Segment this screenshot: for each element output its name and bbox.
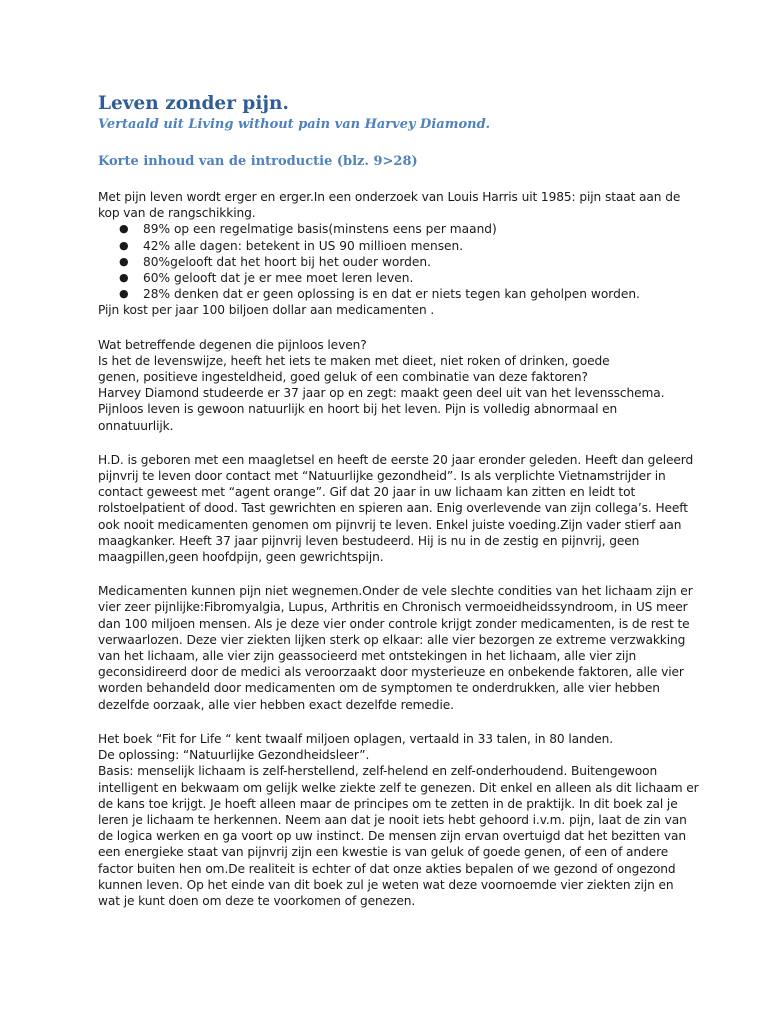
- text-line: dan 100 miljoen mensen. Als je deze vier onder controle krijgt zonder medicamenten, is de rest te: [98, 616, 690, 631]
- text-line: Het boek “Fit for Life “ kent twaalf miljoen oplagen, vertaald in 33 talen, in 80 landen.: [98, 731, 614, 746]
- bullet-icon: ●: [119, 254, 129, 268]
- text-line: Is het de levenswijze, heeft het iets te maken met dieet, niet roken of drinken, goede: [98, 353, 610, 368]
- text-line: Pijnloos leven is gewoon natuurlijk en hoort bij het leven. Pijn is volledig abnormaal en: [98, 402, 618, 417]
- section-heading: Korte inhoud van de introductie (blz. 9>28): [98, 154, 418, 169]
- text-line: Wat betreffende degenen die pijnloos leven?: [98, 337, 367, 352]
- list-item: ● 60% gelooft dat je er mee moet leren leven.: [119, 271, 414, 286]
- text-line: dezelfde oorzaak, alle vier hebben exact dezelfde remedie.: [98, 697, 454, 712]
- statistics-list: [98, 221, 676, 302]
- list-item: ● 80%gelooft dat het hoort bij het ouder worden.: [119, 254, 431, 269]
- text-line: de logica werken en ga voort op uw instinct. De mensen zijn ervan overtuigd dat het bezitten van: [98, 829, 686, 844]
- text-line: vier zeer pijnlijke:Fibromyalgia, Lupus, Arthritis en Chronisch vermoeidheidssyndroom, in US meer: [98, 600, 688, 615]
- paragraph-painless-living: [98, 337, 676, 434]
- text-line: leren je lichaam te herkennen. Neem aan dat je nooit iets hebt gehoord i.v.m. pijn, laat de zin van: [98, 812, 687, 827]
- text-line: worden behandeld door medicamenten om de symptomen te onderdrukken, alle vier hebben: [98, 681, 660, 696]
- text-line: kop van de rangschikking.: [98, 206, 256, 221]
- text-line: geconsidireerd door de medici als veroorzaakt door mysterieuze en onbekende faktoren, alle vier: [98, 665, 684, 680]
- document-subtitle: Vertaald uit Living without pain van Harvey Diamond.: [98, 117, 491, 132]
- text-line: verwaarlozen. Deze vier ziekten lijken sterk op elkaar: alle vier bezorgen ze extreme verzwakking: [98, 632, 686, 647]
- text-line: maagpillen,geen hoofdpijn, geen gewrichtspijn.: [98, 550, 384, 565]
- text-line: Basis: menselijk lichaam is zelf-herstellend, zelf-helend en zelf-onderhoudend. Buitengewoon: [98, 764, 658, 779]
- text-line: H.D. is geboren met een maagletsel en heeft de eerste 20 jaar eronder geleden. Heeft dan geleerd: [98, 452, 694, 467]
- list-item: ● 28% denken dat er geen oplossing is en dat er niets tegen kan geholpen worden.: [119, 287, 640, 302]
- text-line: Medicamenten kunnen pijn niet wegnemen.Onder de vele slechte condities van het lichaam zijn er: [98, 584, 693, 599]
- text-line: ook nooit medicamenten genomen om pijnvrij te leven. Enkel juiste voeding.Zijn vader stierf aan: [98, 517, 682, 532]
- text-line: genen, positieve ingesteldheid, goed geluk of een combinatie van deze faktoren?: [98, 370, 588, 385]
- list-item: ● 89% op een regelmatige basis(minstens eens per maand): [119, 222, 497, 237]
- text-line: kunnen leven. Op het einde van dit boek zul je weten wat deze voornoemde vier ziekten zijn en: [98, 877, 674, 892]
- text-line: maagkanker. Heeft 37 jaar pijnvrij leven bestudeerd. Hij is nu in de zestig en pijnvrij, geen: [98, 533, 640, 548]
- paragraph-pain-statistics: [98, 189, 681, 319]
- text-line: van het lichaam, alle vier zijn geassocieerd met ontstekingen in het lichaam, alle vier zijn: [98, 649, 637, 664]
- text-line: rolstoelpatient of dood. Tast gewrichten en spieren aan. Enig overlevende van zijn collega’s. Heeft: [98, 501, 688, 516]
- text-line: De oplossing: “Natuurlijke Gezondheidsleer”.: [98, 748, 370, 763]
- text-line: Pijn kost per jaar 100 biljoen dollar aan medicamenten .: [98, 303, 435, 318]
- bullet-icon: ●: [119, 287, 129, 301]
- text-line: onnatuurlijk.: [98, 418, 174, 433]
- paragraph-author-background: [98, 452, 694, 565]
- text-line: pijnvrij te leven door contact met “Natuurlijke gezondheid”. Is als verplichte Vietnamstrijder in: [98, 469, 666, 484]
- text-line: intelligent en bekwaam om gelijk welke ziekte zelf te genezen. Dit enkel en alleen als dit lichaam er: [98, 780, 699, 795]
- bullet-icon: ●: [119, 271, 129, 285]
- list-item: ● 42% alle dagen: betekent in US 90 millioen mensen.: [119, 238, 464, 253]
- document-body: [98, 92, 699, 909]
- document-title: Leven zonder pijn.: [98, 93, 289, 114]
- text-line: contact geweest met “agent orange”. Gif dat 20 jaar in uw lichaam kan zitten en leidt tot: [98, 485, 636, 500]
- text-line: Met pijn leven wordt erger en erger.In een onderzoek van Louis Harris uit 1985: pijn staat aan de: [98, 190, 681, 204]
- text-line: de kans toe krijgt. Je hoeft alleen maar de principes om te zetten in de praktijk. In dit boek zal je: [98, 796, 678, 811]
- bullet-icon: ●: [119, 238, 129, 252]
- paragraph-fit-for-life: [98, 731, 699, 909]
- paragraph-four-diseases: [98, 583, 693, 713]
- text-line: Harvey Diamond studeerde er 37 jaar op en zegt: maakt geen deel uit van het levensschema.: [98, 386, 665, 401]
- text-line: wat je kunt doen om deze te voorkomen of genezen.: [98, 893, 416, 908]
- text-line: factor buiten hen om.De realiteit is echter of dat onze akties bepalen of we gezond of ongezond: [98, 861, 676, 876]
- bullet-icon: ●: [119, 222, 129, 236]
- text-line: een energieke staat van pijnvrij zijn een kwestie is van geluk of goede genen, of een of andere: [98, 845, 669, 860]
